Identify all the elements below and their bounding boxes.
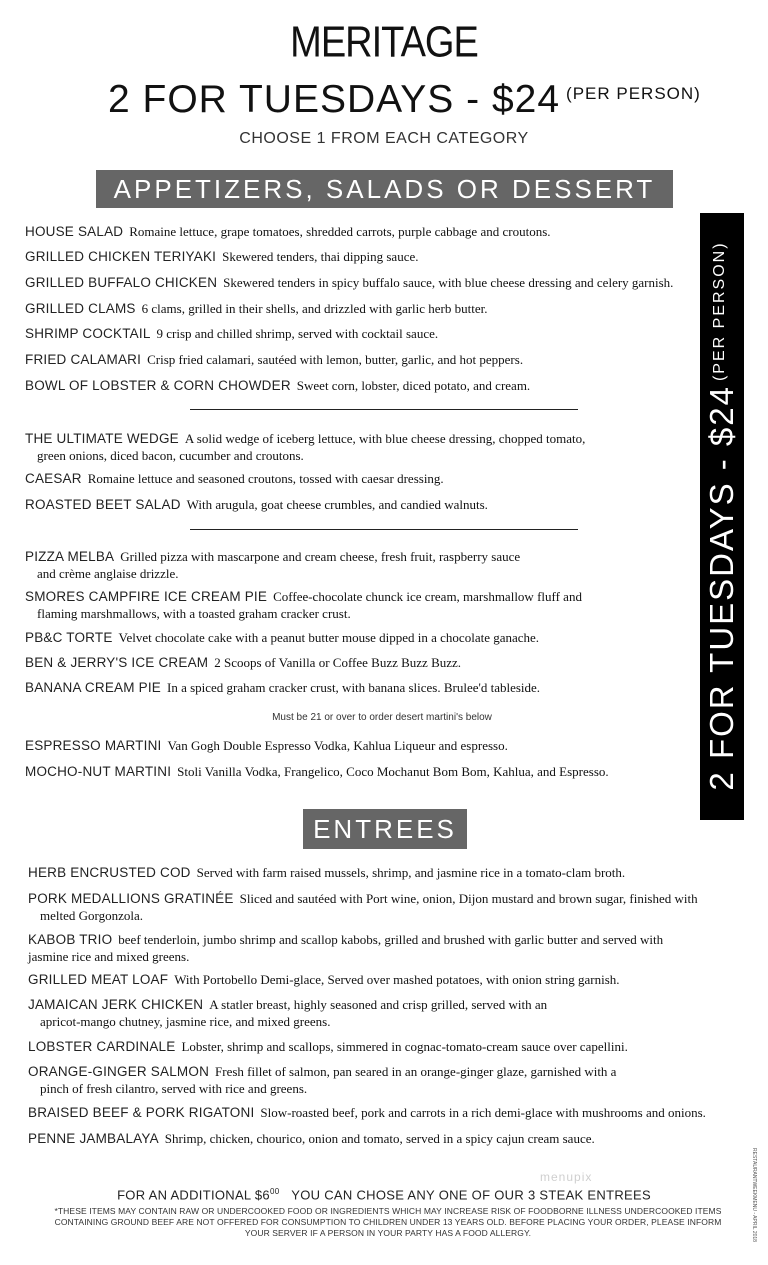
item-name: HERB ENCRUSTED COD — [28, 865, 191, 880]
item-name: GRILLED CLAMS — [25, 301, 136, 316]
item-description-cont: green onions, diced bacon, cucumber and croutons. — [37, 448, 304, 463]
item-name: PENNE JAMBALAYA — [28, 1131, 159, 1146]
item-description-cont: flaming marshmallows, with a toasted graham cracker crust. — [37, 606, 351, 621]
menu-item — [28, 971, 728, 988]
item-name: PB&C TORTE — [25, 630, 113, 645]
item-name: BANANA CREAM PIE — [25, 680, 161, 695]
page-headline — [108, 78, 701, 122]
menu-code — [748, 1140, 760, 1250]
item-description: Sweet corn, lobster, diced potato, and cream. — [296, 378, 531, 393]
menu-item — [25, 430, 690, 464]
item-name: ROASTED BEET SALAD — [25, 497, 181, 512]
item-description: In a spiced graham cracker crust, with banana slices. Brulee'd tableside. — [167, 680, 541, 695]
item-description: Velvet chocolate cake with a peanut butter mouse dipped in a chocolate ganache. — [118, 630, 540, 645]
item-description: 6 clams, grilled in their shells, and drizzled with garlic herb butter. — [141, 301, 488, 316]
item-description: Slow-roasted beef, pork and carrots in a rich demi-glace with mushrooms and onions. — [260, 1105, 706, 1120]
item-name: GRILLED BUFFALO CHICKEN — [25, 275, 218, 290]
item-description: 2 Scoops of Vanilla or Coffee Buzz Buzz Buzz. — [214, 655, 462, 670]
item-name: GRILLED CHICKEN TERIYAKI — [25, 249, 217, 264]
upgrade-price-cents: 00 — [269, 1187, 280, 1196]
item-description-cont: and crème anglaise drizzle. — [37, 566, 179, 581]
item-description-cont: melted Gorgonzola. — [40, 908, 144, 923]
item-name: FRIED CALAMARI — [25, 352, 142, 367]
item-name: PIZZA MELBA — [25, 549, 115, 564]
menu-item — [28, 931, 728, 965]
menu-item — [28, 996, 728, 1030]
menu-item — [25, 470, 690, 487]
item-description-cont: pinch of fresh cilantro, served with rice and greens. — [40, 1081, 308, 1096]
side-banner-note: (PER PERSON) — [711, 241, 728, 382]
item-name: MOCHO-NUT MARTINI — [25, 764, 172, 779]
item-name: JAMAICAN JERK CHICKEN — [28, 997, 204, 1012]
menu-item — [25, 548, 690, 582]
menu-item — [25, 351, 690, 368]
menu-item — [25, 496, 690, 513]
item-description: 9 crisp and chilled shrimp, served with cocktail sauce. — [156, 326, 439, 341]
item-name: KABOB TRIO — [28, 932, 113, 947]
item-description: A statler breast, highly seasoned and crisp grilled, served with an — [209, 997, 548, 1012]
item-description: Served with farm raised mussels, shrimp, and jasmine rice in a tomato-clam broth. — [196, 865, 626, 880]
menu-item — [25, 223, 690, 240]
item-name: SMORES CAMPFIRE ICE CREAM PIE — [25, 589, 268, 604]
menu-item — [25, 654, 690, 671]
upgrade-description: YOU CAN CHOSE ANY ONE OF OUR 3 STEAK ENTREES — [291, 1187, 651, 1203]
item-description: Romaine lettuce and seasoned croutons, tossed with caesar dressing. — [87, 471, 444, 486]
menu-item — [25, 377, 690, 394]
menu-item — [28, 890, 728, 924]
item-description: Skewered tenders in spicy buffalo sauce, with blue cheese dressing and celery garnish. — [223, 275, 674, 290]
entrees-section-title: ENTREES — [303, 809, 467, 849]
martini-age-note — [0, 712, 768, 723]
menu-item — [25, 679, 690, 696]
item-name: GRILLED MEAT LOAF — [28, 972, 169, 987]
appetizers-section-title: APPETIZERS, SALADS OR DESSERT — [96, 170, 673, 208]
menu-item — [25, 763, 690, 780]
menu-item — [28, 1063, 728, 1097]
menu-code-text: RESTAURANTWEEKMENU - APRIL 2018 — [751, 1148, 757, 1242]
item-name: BOWL OF LOBSTER & CORN CHOWDER — [25, 378, 291, 393]
menu-item — [28, 1104, 728, 1121]
menu-item — [25, 325, 690, 342]
item-name: BRAISED BEEF & PORK RIGATONI — [28, 1105, 255, 1120]
headline-text: 2 FOR TUESDAYS - $24 — [108, 78, 561, 121]
menu-item — [28, 1038, 728, 1055]
steak-upgrade-note — [0, 1187, 768, 1202]
allergy-disclaimer: *THESE ITEMS MAY CONTAIN RAW OR UNDERCOOKED FOOD OR INGREDIENTS WHICH MAY INCREASE RISK OF FOODBORNE ILLNESS UNDERCOOKED ITEMS CONTAINING GROUND BEEF ARE NOT OFFERED FOR CONSUMPTION TO CHILDREN UNDER 13 YEARS OLD. BEFORE PLACING YOUR ORDER, PLEASE INFORM YOUR SERVER IF A PERSON IN YOUR PARTY HAS A FOOD ALLERGY. — [54, 1206, 722, 1238]
martini-age-note-text: Must be 21 or over to order desert martini's below — [272, 712, 492, 723]
item-description: Grilled pizza with mascarpone and cream cheese, fresh fruit, raspberry sauce — [120, 549, 521, 564]
item-name: SHRIMP COCKTAIL — [25, 326, 151, 341]
menu-item — [25, 274, 690, 291]
side-banner — [700, 213, 744, 820]
item-description-cont: apricot-mango chutney, jasmine rice, and mixed greens. — [40, 1014, 331, 1029]
item-name: THE ULTIMATE WEDGE — [25, 431, 179, 446]
item-description: beef tenderloin, jumbo shrimp and scallop kabobs, grilled and brushed with garlic butter and served with — [118, 932, 664, 947]
item-description: Van Gogh Double Espresso Vodka, Kahlua Liqueur and espresso. — [167, 738, 508, 753]
item-name: PORK MEDALLIONS GRATINÉE — [28, 891, 234, 906]
section-divider — [190, 529, 578, 530]
item-description: With arugula, goat cheese crumbles, and candied walnuts. — [186, 497, 488, 512]
item-description: Crisp fried calamari, sautéed with lemon, butter, garlic, and hot peppers. — [147, 352, 524, 367]
item-name: ORANGE-GINGER SALMON — [28, 1064, 210, 1079]
section-divider — [190, 409, 578, 410]
item-name: CAESAR — [25, 471, 82, 486]
item-description: A solid wedge of iceberg lettuce, with blue cheese dressing, chopped tomato, — [184, 431, 586, 446]
item-name: LOBSTER CARDINALE — [28, 1039, 176, 1054]
restaurant-logo: MERITAGE — [290, 18, 478, 68]
subtitle: CHOOSE 1 FROM EACH CATEGORY — [239, 130, 529, 147]
item-description: With Portobello Demi-glace, Served over mashed potatoes, with onion string garnish. — [174, 972, 620, 987]
item-name: BEN & JERRY'S ICE CREAM — [25, 655, 209, 670]
menu-item — [25, 737, 690, 754]
upgrade-price-text: FOR AN ADDITIONAL $6 — [117, 1187, 270, 1203]
side-banner-text: 2 FOR TUESDAYS - $24 — [703, 385, 740, 791]
item-description: Romaine lettuce, grape tomatoes, shredded carrots, purple cabbage and croutons. — [129, 224, 551, 239]
item-description: Skewered tenders, thai dipping sauce. — [222, 249, 419, 264]
item-description-cont: jasmine rice and mixed greens. — [28, 949, 190, 964]
item-description: Coffee-chocolate chunck ice cream, marshmallow fluff and — [273, 589, 582, 604]
menu-item — [28, 1130, 728, 1147]
menu-item — [25, 300, 690, 317]
item-description: Shrimp, chicken, chourico, onion and tomato, served in a spicy cajun cream sauce. — [164, 1131, 595, 1146]
item-name: ESPRESSO MARTINI — [25, 738, 162, 753]
item-description: Stoli Vanilla Vodka, Frangelico, Coco Mochanut Bom Bom, Kahlua, and Espresso. — [177, 764, 609, 779]
menu-item — [25, 248, 690, 265]
menu-item — [25, 629, 690, 646]
menu-item — [25, 588, 690, 622]
watermark: menupix — [540, 1170, 593, 1184]
headline-note: (PER PERSON) — [566, 84, 701, 103]
item-description: Fresh fillet of salmon, pan seared in an orange-ginger glaze, garnished with a — [215, 1064, 617, 1079]
item-name: HOUSE SALAD — [25, 224, 124, 239]
menu-item — [28, 864, 728, 881]
item-description: Lobster, shrimp and scallops, simmered in cognac-tomato-cream sauce over capellini. — [181, 1039, 628, 1054]
item-description: Sliced and sautéed with Port wine, onion, Dijon mustard and brown sugar, finished with — [239, 891, 698, 906]
